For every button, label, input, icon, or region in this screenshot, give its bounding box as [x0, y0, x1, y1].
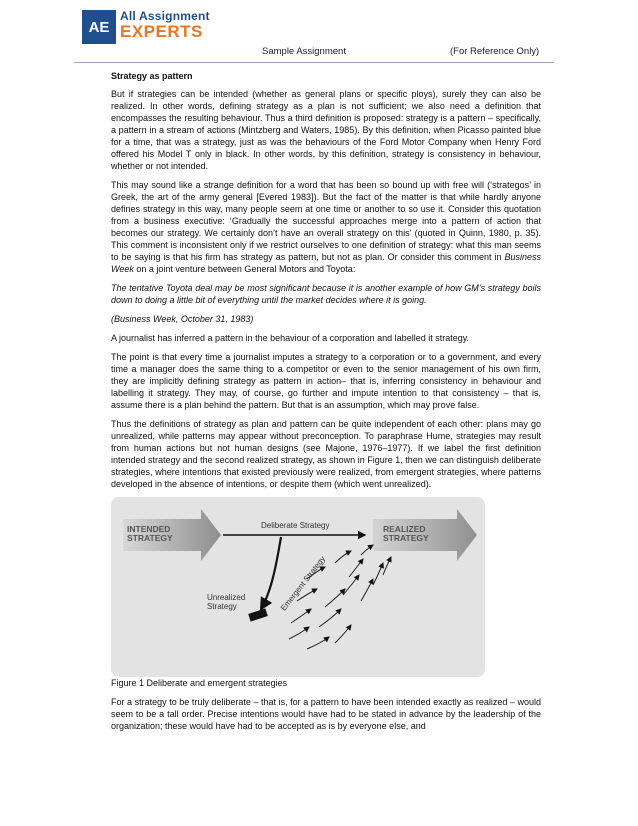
- paragraph-2-tail: on a joint venture between General Motors and Toyota:: [133, 264, 356, 274]
- emergent-arrow: [349, 559, 363, 577]
- quote-source: [111, 313, 541, 325]
- emergent-arrow: [307, 637, 329, 649]
- page-header: [0, 0, 638, 66]
- paragraph-1: But if strategies can be intended (whether as general plans or specific ploys), surely they can also be realized. In other words, defining strategy as a plan is not sufficient; we also need a definition that encompasses the resulting behaviour. Thus a third definition is proposed: strategy is a pattern – specifically, a pattern in a stream of actions (Mintzberg and Waters, 1985). By this definition, when Picasso painted blue for a time, that was a strategy, just as was the behaviours of the Ford Motor Company when Henry Ford offered his Model T only in black. In other words, by this definition, strategy is consistency in behaviour, whether or not intended.: [111, 89, 541, 171]
- emergent-arrow: [325, 589, 345, 607]
- logo-mark: AE: [82, 10, 116, 44]
- realized-strategy-label: [383, 525, 429, 543]
- emergent-strategy-label: Emergent Strategy: [279, 554, 328, 613]
- header-reference-label: (For Reference Only): [450, 46, 540, 57]
- header-divider: [74, 62, 554, 63]
- emergent-arrows: [289, 545, 391, 649]
- logo-name-line1: All Assignment: [120, 9, 210, 23]
- emergent-arrow: [335, 551, 351, 563]
- unrealized-strategy-block: [248, 608, 268, 621]
- emergent-arrow: [383, 557, 391, 575]
- unrealized-strategy-curve: [261, 537, 281, 609]
- document-body: [111, 70, 541, 739]
- emergent-arrow: [361, 579, 373, 601]
- emergent-arrow: [319, 609, 341, 627]
- quote-text: The tentative Toyota deal may be most significant because it is another example of how GM’s strategy boils down to doing a little bit of everything until the market decides where it is going.: [111, 283, 541, 305]
- intended-strategy-line1: INTENDED: [127, 524, 171, 534]
- emergent-arrow: [335, 625, 351, 643]
- emergent-arrow: [361, 545, 373, 555]
- realized-strategy-line1: REALIZED: [383, 524, 426, 534]
- unrealized-strategy-line1: Unrealized: [207, 593, 246, 602]
- paragraph-2-text: This may sound like a strange definition for a word that has been so bound up with free will (‘strategos’ in Greek, the art of the army general [Evered 1983]). But the fact of the matter is that while hardly anyone defines strategy in this way, many people seem at one time or another to so use it. Consider this quotation from a business executive: ‘Gradually the successful approaches merge into a pattern of action that becomes our strategy. We certainly don’t have an overall strategy on this’ (quoted in Quinn, 1980, p. 35). This comment is inconsistent only if we restrict ourselves to one definition of strategy: what this man seems to be saying is that his firm has strategy as pattern, but not as plan. Or consider this comment in: [111, 180, 541, 262]
- strategy-diagram: [111, 497, 485, 677]
- quote-source-text: (Business Week, October 31, 1983): [111, 314, 254, 324]
- realized-strategy-line2: STRATEGY: [383, 533, 429, 543]
- paragraph-3: A journalist has inferred a pattern in the behaviour of a corporation and labelled it strategy.: [111, 333, 470, 343]
- paragraph-2: [111, 179, 541, 275]
- paragraph-2-publication: Business Week: [111, 252, 541, 274]
- figure-caption: Figure 1 Deliberate and emergent strategies: [111, 678, 288, 688]
- emergent-arrow: [291, 609, 311, 623]
- intended-strategy-label: [127, 525, 173, 543]
- paragraph-6: For a strategy to be truly deliberate – that is, for a pattern to have been intended exactly as realized – would seem to be a tall order. Precise intentions would have had to be stated in advance by the leadership of the organization; these would have had to be accepted as is by everyone else, and: [111, 697, 541, 731]
- intended-strategy-line2: STRATEGY: [127, 533, 173, 543]
- quote: [111, 282, 541, 306]
- emergent-arrow: [343, 575, 359, 595]
- emergent-arrow: [373, 563, 383, 585]
- unrealized-strategy-line2: Strategy: [207, 602, 237, 611]
- paragraph-4: The point is that every time a journalist imputes a strategy to a corporation or to a government, and every time a manager does the same thing to a competitor or even to the senior management of his own firm, they are implicitly defining strategy as pattern in action– that is, inferring consistency in behaviour and labelling it strategy. They may, of course, go further and impute intention to that consistency – that is, assume there is a plan behind the pattern. But that is an assumption, which may prove false.: [111, 352, 541, 410]
- section-title: Strategy as pattern: [111, 71, 193, 81]
- logo-name-line2: EXPERTS: [120, 22, 203, 41]
- deliberate-strategy-label: Deliberate Strategy: [261, 521, 330, 530]
- paragraph-5: Thus the definitions of strategy as plan and pattern can be quite independent of each other: plans may go unrealized, while patterns may appear without preconception. To paraphrase Hume, strategies may result from human actions but not human designs (see Majone, 1976–1977). If we label the first definition intended strategy and the second realized strategy, as shown in Figure 1, then we can distinguish deliberate strategies, where intentions that existed previously were realized, from emergent strategies, where patterns developed in the absence of intentions, or despite them (which went unrealized).: [111, 419, 541, 489]
- unrealized-strategy-label: [207, 593, 245, 611]
- header-sample-label: Sample Assignment: [262, 46, 346, 57]
- emergent-arrow: [289, 627, 309, 639]
